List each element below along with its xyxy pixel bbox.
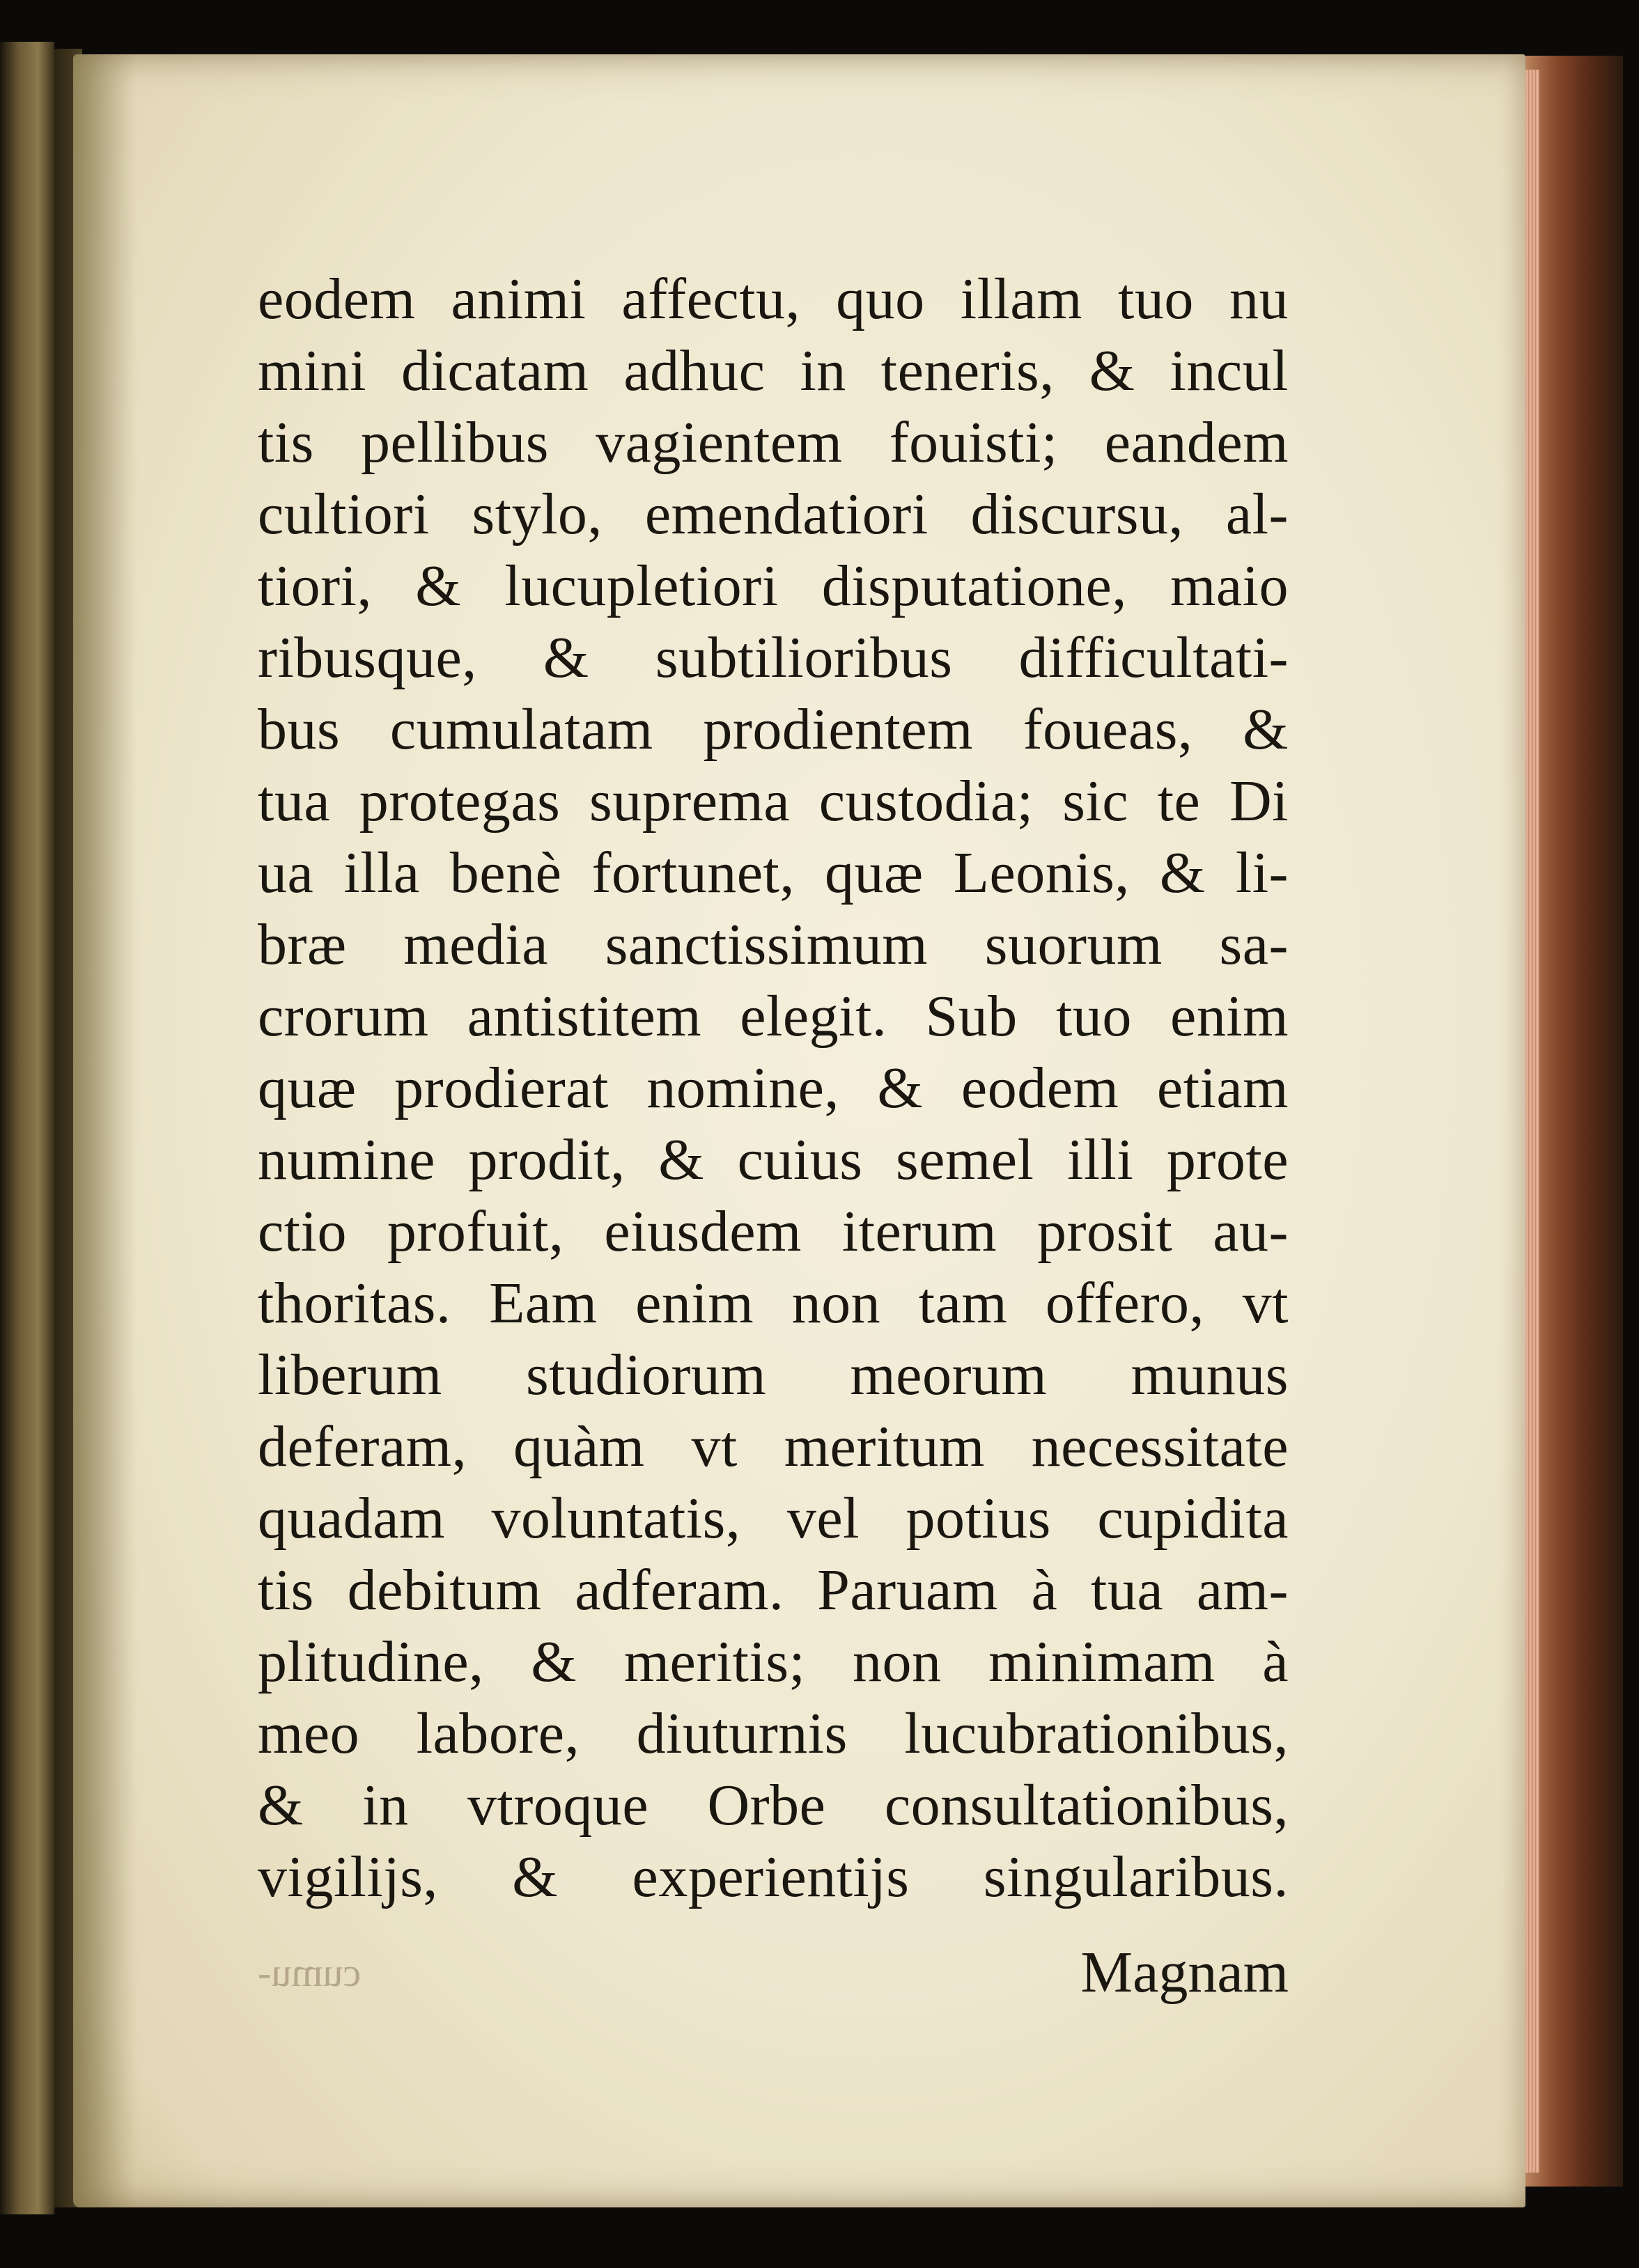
text-line: quæ prodierat nomine, & eodem etiam [258, 1056, 1289, 1120]
text-line: cultiori stylo, emendatiori discursu, al- [258, 482, 1289, 547]
text-line: plitudine, & meritis; non minimam à [258, 1629, 1289, 1694]
text-line: tiori, & lucupletiori disputatione, maio [258, 554, 1289, 618]
text-line: bus cumulatam prodientem foueas, & [258, 697, 1289, 762]
previous-page-edge [0, 42, 54, 2214]
text-line: tis pellibus vagientem fouisti; eandem [258, 410, 1289, 475]
text-line: mini dicatam adhuc in teneris, & incul [258, 338, 1289, 403]
text-line: ua illa benè fortunet, quæ Leonis, & li- [258, 840, 1289, 905]
catchword: Magnam [1080, 1940, 1289, 2005]
show-through-text: cumu- [258, 1950, 362, 1995]
text-line: bræ media sanctissimum suorum sa- [258, 912, 1289, 977]
text-line: deferam, quàm vt meritum necessitate [258, 1414, 1289, 1479]
text-line: vigilijs, & experientijs singularibus. [258, 1845, 1289, 1909]
text-line: tua protegas suprema custodia; sic te Di [258, 769, 1289, 834]
text-line: & in vtroque Orbe consultationibus, [258, 1773, 1289, 1838]
book-page [73, 54, 1525, 2207]
text-line: crorum antistitem elegit. Sub tuo enim [258, 984, 1289, 1049]
body-text [258, 263, 1289, 1913]
catchword-row [258, 1934, 1289, 2011]
text-line: eodem animi affectu, quo illam tuo nu [258, 267, 1289, 331]
text-line: quadam voluntatis, vel potius cupidita [258, 1486, 1289, 1551]
text-line: ctio profuit, eiusdem iterum prosit au- [258, 1199, 1289, 1264]
text-line: thoritas. Eam enim non tam offero, vt [258, 1271, 1289, 1336]
book-cover-edge [1525, 56, 1623, 2187]
text-line: meo labore, diuturnis lucubrationibus, [258, 1701, 1289, 1766]
text-line: tis debitum adferam. Paruam à tua am- [258, 1558, 1289, 1622]
text-line: numine prodit, & cuius semel illi prote [258, 1127, 1289, 1192]
text-line: liberum studiorum meorum munus [258, 1343, 1289, 1407]
text-line: ribusque, & subtilioribus difficultati- [258, 625, 1289, 690]
